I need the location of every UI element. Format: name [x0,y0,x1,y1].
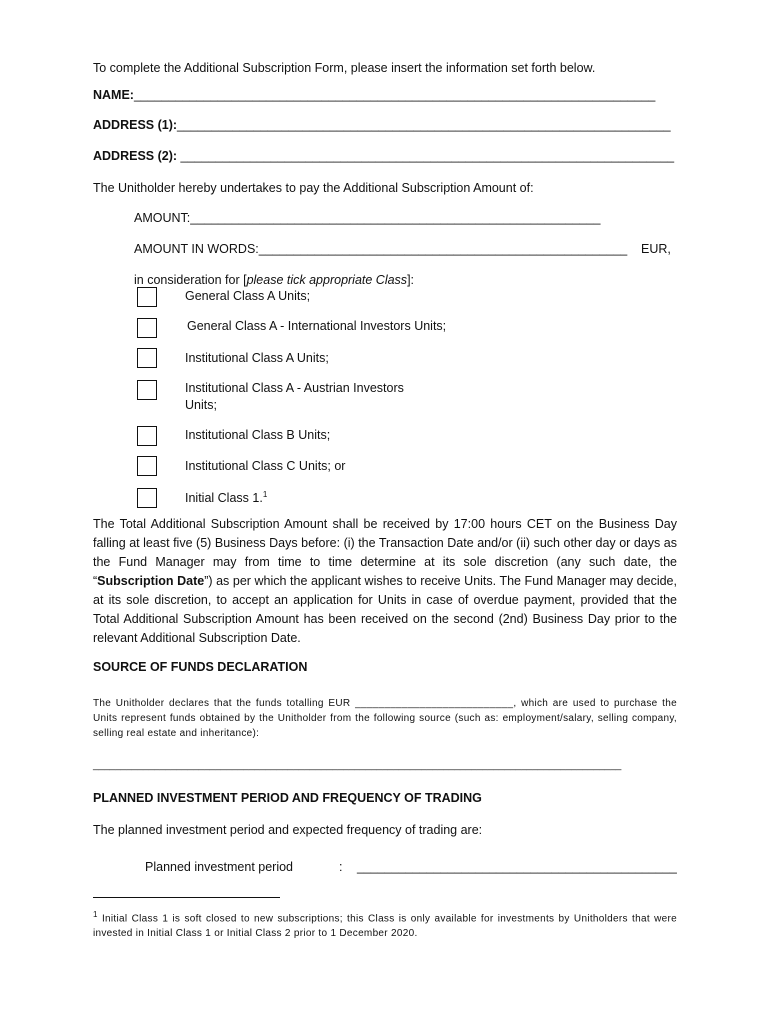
amount-label: AMOUNT: [134,211,191,225]
planned-period-line[interactable]: ______________________________________________ [357,860,677,874]
planned-period-colon: : [339,860,343,874]
total-paragraph-part1: The Total Additional Subscription Amount shall be received by 17:00 hours CET on the Business Day falling at least five (5) Business Days before: (i) the Transaction Date and/or (ii) such other day or days as the Fund Manager may from time to time determine at its sole discretion (any such date, the “ [93,517,677,588]
class-label-general-a: General Class A Units; [185,289,311,303]
footnote-body: Initial Class 1 is soft closed to new subscriptions; this Class is only available for investments by Unitholders that were invested in Initial Class 1 or Initial Class 2 prior to 1 December 2020. [93,913,677,940]
checkbox-initial-class-1[interactable] [137,488,157,508]
name-field[interactable] [93,88,655,102]
consideration-suffix: ]: [407,273,415,287]
name-line[interactable]: ___________________________________________________________________________ [133,88,656,102]
checkbox-general-class-a[interactable] [137,287,157,307]
planned-investment-heading: PLANNED INVESTMENT PERIOD AND FREQUENCY OF TRADING [93,791,482,805]
amount-line[interactable]: ___________________________________________________________ [190,211,601,225]
address2-label: ADDRESS (2): [93,149,181,163]
footnote-reference[interactable]: 1 [262,490,268,499]
checkbox-institutional-class-b[interactable] [137,426,157,446]
footnote-separator [93,897,280,898]
total-paragraph-part2: ”) as per which the applicant wishes to receive Units. The Fund Manager may decide, at its sole discretion, to accept an application for Units in case of overdue payment, provided that the Total Additional Subscription Amount has been received on the second (2nd) Business Day prior to the relevant Additional Subscription Date. [93,574,677,645]
checkbox-institutional-class-a-austrian[interactable] [137,380,157,400]
checkbox-general-class-a-international[interactable] [137,318,157,338]
address2-field[interactable] [93,149,674,163]
address1-label: ADDRESS (1): [93,118,178,132]
class-label-institutional-a: Institutional Class A Units; [185,351,329,365]
amount-words-field[interactable] [134,242,627,256]
source-of-funds-text: The Unitholder declares that the funds totalling EUR ___________________________, which are used to purchase the Units represent funds obtained by the Unitholder from the following source (such as: employment/salary, selling company, selling real estate and inheritance): [93,698,677,739]
class-label-continuation: Units; [185,398,217,412]
name-label: NAME: [93,88,134,102]
class-label-institutional-b: Institutional Class B Units; [185,428,331,442]
source-of-funds-heading: SOURCE OF FUNDS DECLARATION [93,660,308,674]
initial-class-text: Initial Class 1. [185,491,263,506]
footnote-text [93,907,677,941]
intro-text: To complete the Additional Subscription Form, please insert the information set forth below. [93,61,596,75]
checkbox-institutional-class-c[interactable] [137,456,157,476]
subscription-date-term: Subscription Date [97,574,205,588]
address1-field[interactable] [93,118,671,132]
amount-words-line[interactable]: _____________________________________________________ [258,242,628,256]
currency-label: EUR, [641,242,671,256]
amount-field[interactable] [134,211,600,225]
consideration-text [134,273,414,287]
consideration-prefix: in consideration for [ [134,273,247,287]
footnote-marker: 1 [93,910,98,919]
undertaking-text: The Unitholder hereby undertakes to pay the Additional Subscription Amount of: [93,181,534,195]
checkbox-institutional-class-a[interactable] [137,348,157,368]
address1-line[interactable]: _______________________________________________________________________ [177,118,671,132]
amount-words-label: AMOUNT IN WORDS: [134,242,259,256]
planned-period-label: Planned investment period [145,860,294,874]
class-label-institutional-a-austrian: Institutional Class A - Austrian Investors [185,381,404,395]
class-label-general-a-international: General Class A - International Investors Units; [187,319,447,333]
total-amount-paragraph [93,515,677,648]
class-label-initial-1 [185,490,267,505]
source-line[interactable]: _______________________________________________________________________________________________ [93,760,622,771]
consideration-italic: please tick appropriate Class [246,273,408,287]
address2-line[interactable]: _______________________________________________________________________ [180,149,675,163]
planned-investment-intro: The planned investment period and expected frequency of trading are: [93,823,483,837]
class-label-institutional-c: Institutional Class C Units; or [185,459,346,473]
